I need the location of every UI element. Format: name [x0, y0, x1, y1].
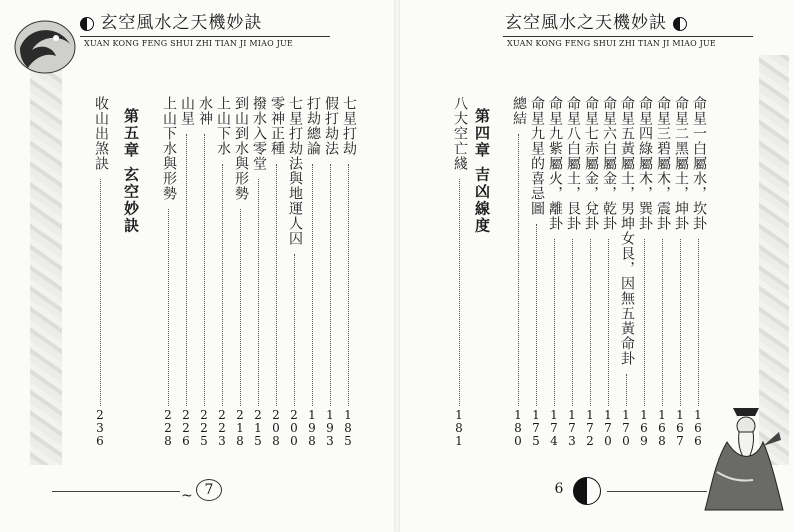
toc-entry-page: 1 7 5 [532, 408, 540, 448]
dot-leader [590, 239, 591, 406]
dot-leader [554, 239, 555, 406]
toc-entry [451, 96, 468, 448]
toc-entry-page: 1 8 5 [344, 408, 352, 448]
dot-leader [204, 134, 205, 406]
right-page [397, 0, 793, 532]
toc-entry-page: 1 6 8 [658, 408, 666, 448]
toc-entry [546, 96, 563, 448]
toc-entry [564, 96, 581, 448]
toc-entry [618, 96, 635, 448]
header-rule [80, 36, 330, 37]
toc-entry-title: 山星 [179, 96, 195, 126]
footer-swirl: ~ [181, 488, 193, 504]
dot-leader [698, 239, 699, 406]
sage-figure-icon [697, 402, 787, 514]
toc-entry [636, 96, 653, 448]
toc-entry-page: 2 2 8 [164, 408, 172, 448]
header-title [505, 8, 687, 33]
dot-leader [518, 134, 519, 406]
toc-entry-title: 到山到水與形勢 [233, 96, 249, 201]
toc-entry-title: 七星打劫法與地運人囚 [287, 96, 303, 246]
toc-entry [340, 96, 357, 448]
toc-entry-title: 水神 [197, 96, 213, 126]
dot-leader [536, 224, 537, 406]
toc-entry [92, 96, 109, 448]
toc-entry-page: 2 3 6 [96, 408, 104, 448]
toc-entry-title: 撥水入零堂 [251, 96, 267, 171]
footer-rule [52, 491, 180, 492]
toc-entry [528, 96, 545, 448]
toc-entry-page: 1 8 0 [514, 408, 522, 448]
toc-entry-page: 1 8 1 [455, 408, 463, 448]
toc-entry-title: 命星八白屬土，艮卦 [565, 96, 581, 231]
header-subtitle: XUAN KONG FENG SHUI ZHI TIAN JI MIAO JUE [507, 39, 716, 48]
toc-entry-page: 1 6 6 [694, 408, 702, 448]
toc-entry-title: 上山下水與形勢 [161, 96, 177, 201]
dot-leader [258, 179, 259, 406]
toc-entry [690, 96, 707, 448]
toc-entry-page: 2 1 5 [254, 408, 262, 448]
toc-entry-title: 命星九星的喜忌圖 [529, 96, 545, 216]
toc-entry-page: 1 9 3 [326, 408, 334, 448]
toc-entry-page: 1 7 4 [550, 408, 558, 448]
dot-leader [662, 239, 663, 406]
chapter-heading [472, 108, 494, 234]
dot-leader [644, 239, 645, 406]
taiji-icon [573, 477, 601, 505]
dot-leader [680, 239, 681, 406]
toc-entry-page: 1 6 9 [640, 408, 648, 448]
toc-entry-title: 命星九紫屬火，離卦 [547, 96, 563, 231]
toc-entry-page: 1 6 7 [676, 408, 684, 448]
toc-entry [304, 96, 321, 448]
toc-entry-title: 七星打劫 [341, 96, 357, 156]
dot-leader [294, 254, 295, 406]
chapter-heading [121, 108, 143, 234]
toc-entry-page: 2 0 8 [272, 408, 280, 448]
toc-entry [672, 96, 689, 448]
header-title-text: 玄空風水之天機妙訣 [505, 13, 667, 33]
toc-entry-page: 2 2 3 [218, 408, 226, 448]
toc-entry [268, 96, 285, 448]
header-title [80, 8, 262, 33]
dot-leader [348, 164, 349, 406]
toc-entry [600, 96, 617, 448]
dragon-emblem-icon [12, 18, 78, 76]
header-subtitle: XUAN KONG FENG SHUI ZHI TIAN JI MIAO JUE [84, 39, 293, 48]
toc-entry [160, 96, 177, 448]
toc-entry-title: 命星三碧屬木，震卦 [655, 96, 671, 231]
toc-entry-title: 打劫總論 [305, 96, 321, 156]
page-number: 7 [196, 479, 222, 501]
dot-leader [168, 209, 169, 406]
header-rule [503, 36, 753, 37]
toc-entry-page: 1 7 0 [622, 408, 630, 448]
dot-leader [240, 209, 241, 406]
toc-entry-page: 1 7 3 [568, 408, 576, 448]
dot-leader [459, 179, 460, 406]
toc-entry [232, 96, 249, 448]
dot-leader [100, 179, 101, 406]
toc-entry-page: 2 2 5 [200, 408, 208, 448]
toc-entry [214, 96, 231, 448]
toc-entry [654, 96, 671, 448]
dot-leader [626, 374, 627, 406]
toc-entry-title: 命星四綠屬木，巽卦 [637, 96, 653, 231]
toc-entry-title: 命星七赤屬金，兌卦 [583, 96, 599, 231]
toc-entry-title: 命星二黑屬土，坤卦 [673, 96, 689, 231]
chapter-title: 第五章 玄空妙訣 [122, 108, 140, 235]
dot-leader [312, 164, 313, 406]
toc-entry-page: 2 2 6 [182, 408, 190, 448]
page-number: 6 [547, 479, 571, 499]
toc-entry [322, 96, 339, 448]
toc-entry-page: 1 7 2 [586, 408, 594, 448]
dot-leader [608, 239, 609, 406]
toc-entry-title: 假打劫法 [323, 96, 339, 156]
toc-entry-page: 2 0 0 [290, 408, 298, 448]
chapter-title: 第四章 吉凶線度 [473, 108, 491, 235]
toc-entry-title: 命星五黃屬土，男坤女艮，因無五黃命卦 [619, 96, 635, 366]
toc-entry-title: 收山出煞訣 [93, 96, 109, 171]
toc-entry-title: 總結 [511, 96, 527, 126]
dot-leader [186, 134, 187, 406]
toc-entry-title: 命星六白屬金，乾卦 [601, 96, 617, 231]
footer-rule [607, 491, 707, 492]
toc-entry-page: 1 9 8 [308, 408, 316, 448]
dot-leader [222, 164, 223, 406]
toc-entry-page: 2 1 8 [236, 408, 244, 448]
dot-leader [572, 239, 573, 406]
toc-entry [582, 96, 599, 448]
toc-entry-title: 八大空亡綫 [452, 96, 468, 171]
marble-border [30, 55, 62, 465]
toc-entry [250, 96, 267, 448]
toc-entry-title: 上山下水 [215, 96, 231, 156]
header-title-text: 玄空風水之天機妙訣 [100, 13, 263, 33]
toc-entry [196, 96, 213, 448]
toc-entry-page: 1 7 0 [604, 408, 612, 448]
toc-entry [286, 96, 303, 448]
yin-yang-icon [673, 17, 687, 31]
dot-leader [330, 164, 331, 406]
toc-entry-title: 零神正種 [269, 96, 285, 156]
toc-entry [510, 96, 527, 448]
toc-entry [178, 96, 195, 448]
yin-yang-icon [80, 17, 94, 31]
toc-entry-title: 命星一白屬水，坎卦 [691, 96, 707, 231]
dot-leader [276, 164, 277, 406]
